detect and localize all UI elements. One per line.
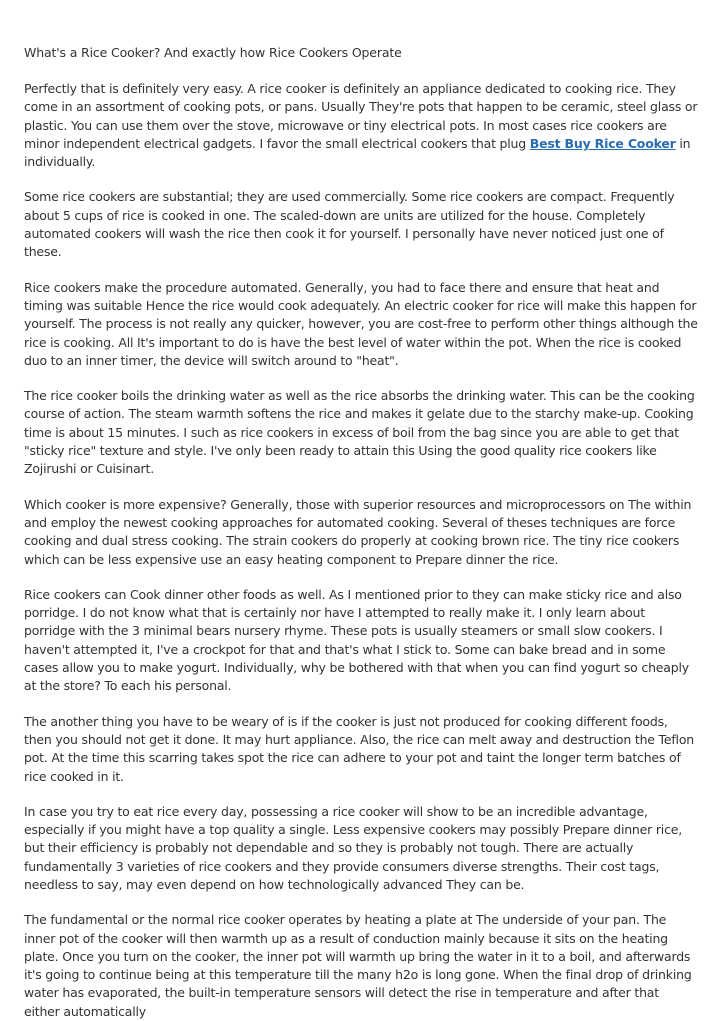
paragraph-4: The rice cooker boils the drinking water as well as the rice absorbs the drinking water. This can be the cooking course of action. The steam warmth softens the rice and makes it gelate due to the starchy make-up. Cooking time is about 15 minutes. I such as rice cookers in excess of boil from the bag since you are able to get that "sticky rice" texture and style. I've only been ready to attain this Using the good quality rice cookers like Zojirushi or Cuisinart.: [24, 388, 695, 477]
paragraph-5: Which cooker is more expensive? Generally, those with superior resources and microprocessors on The within and employ the newest cooking approaches for automated cooking. Several of theses techniques are force cooking and dual stress cooking. The strain cookers do properly at cooking brown rice. The tiny rice cookers which can be less expensive use an easy heating component to Prepare dinner the rice.: [24, 496, 692, 567]
paragraph-8: In case you try to eat rice every day, possessing a rice cooker will show to be an incredible advantage, especially if you might have a top quality a single. Less expensive cookers may possibly Prepare dinner rice, but their efficiency is probably not dependable and so they is probably not tough. There are actually fundamentally 3 varieties of rice cookers and they provide consumers diverse strengths. Their cost tags, needless to say, may even depend on how technologically advanced They can be.: [24, 803, 683, 892]
paragraph-3: Rice cookers make the procedure automated. Generally, you had to face there and ensure that heat and timing was suitable Hence the rice would cook adequately. An electric cooker for rice will make this happen for yourself. The process is not really any quicker, however, you are cost-free to perform other things although the rice is cooking. All It's important to do is have the best level of water within the pot. When the rice is cooked duo to an inner timer, the device will switch around to "heat".: [24, 279, 698, 368]
paragraph-1: [24, 80, 698, 171]
paragraph-9: The fundamental or the normal rice cooker operates by heating a plate at The underside of your pan. The inner pot of the cooker will then warmth up as a result of conduction mainly because it sits on the heating plate. Once you turn on the cooker, the inner pot will warmth up bring the water in it to a boil, and afterwards it's going to continue being at this temperature till the many h2o is long gone. When the final drop of drinking water has evaporated, the built-in temperature sensors will detect the rise in temperature and after that either automatically: [24, 912, 692, 1019]
article-title: What's a Rice Cooker? And exactly how Rice Cookers Operate: [24, 45, 402, 60]
paragraph-1-text: Perfectly that is definitely very easy. A rice cooker is definitely an appliance dedicated to cooking rice. They come in an assortment of cooking pots, or pans. Usually They're pots that happen to be ceramic, steel glass or plastic. You can use them over the stove, microwave or tiny electrical pots. In most cases rice cookers are minor independent electrical gadgets. I favor the small electrical cookers that plug: [24, 81, 698, 151]
paragraph-1-tail: in individually.: [24, 135, 691, 170]
paragraph-6: Rice cookers can Cook dinner other foods as well. As I mentioned prior to they can make sticky rice and also porridge. I do not know what that is certainly nor have I attempted to really make it. I only learn about porridge with the 3 minimal bears nursery rhyme. These pots is usually steamers or small slow cookers. I haven't attempted it, I've a crockpot for that and that's what I stick to. Some can bake bread and in some cases allow you to make yogurt. Individually, why be bothered with that when you can find yogurt so cheaply at the store? To each his personal.: [24, 586, 689, 694]
best-buy-rice-cooker-link[interactable]: Best Buy Rice Cooker: [529, 135, 676, 151]
paragraph-7: The another thing you have to be weary of is if the cooker is just not produced for cooking different foods, then you should not get it done. It may hurt appliance. Also, the rice can melt away and destruction the Teflon pot. At the time this scarring takes spot the rice can adhere to your pot and taint the longer term batches of rice cooked in it.: [24, 713, 695, 784]
paragraph-2: Some rice cookers are substantial; they are used commercially. Some rice cookers are compact. Frequently about 5 cups of rice is cooked in one. The scaled-down are units are utilized for the house. Completely automated cookers will wash the rice then cook it for yourself. I personally have never noticed just one of these.: [24, 189, 675, 260]
